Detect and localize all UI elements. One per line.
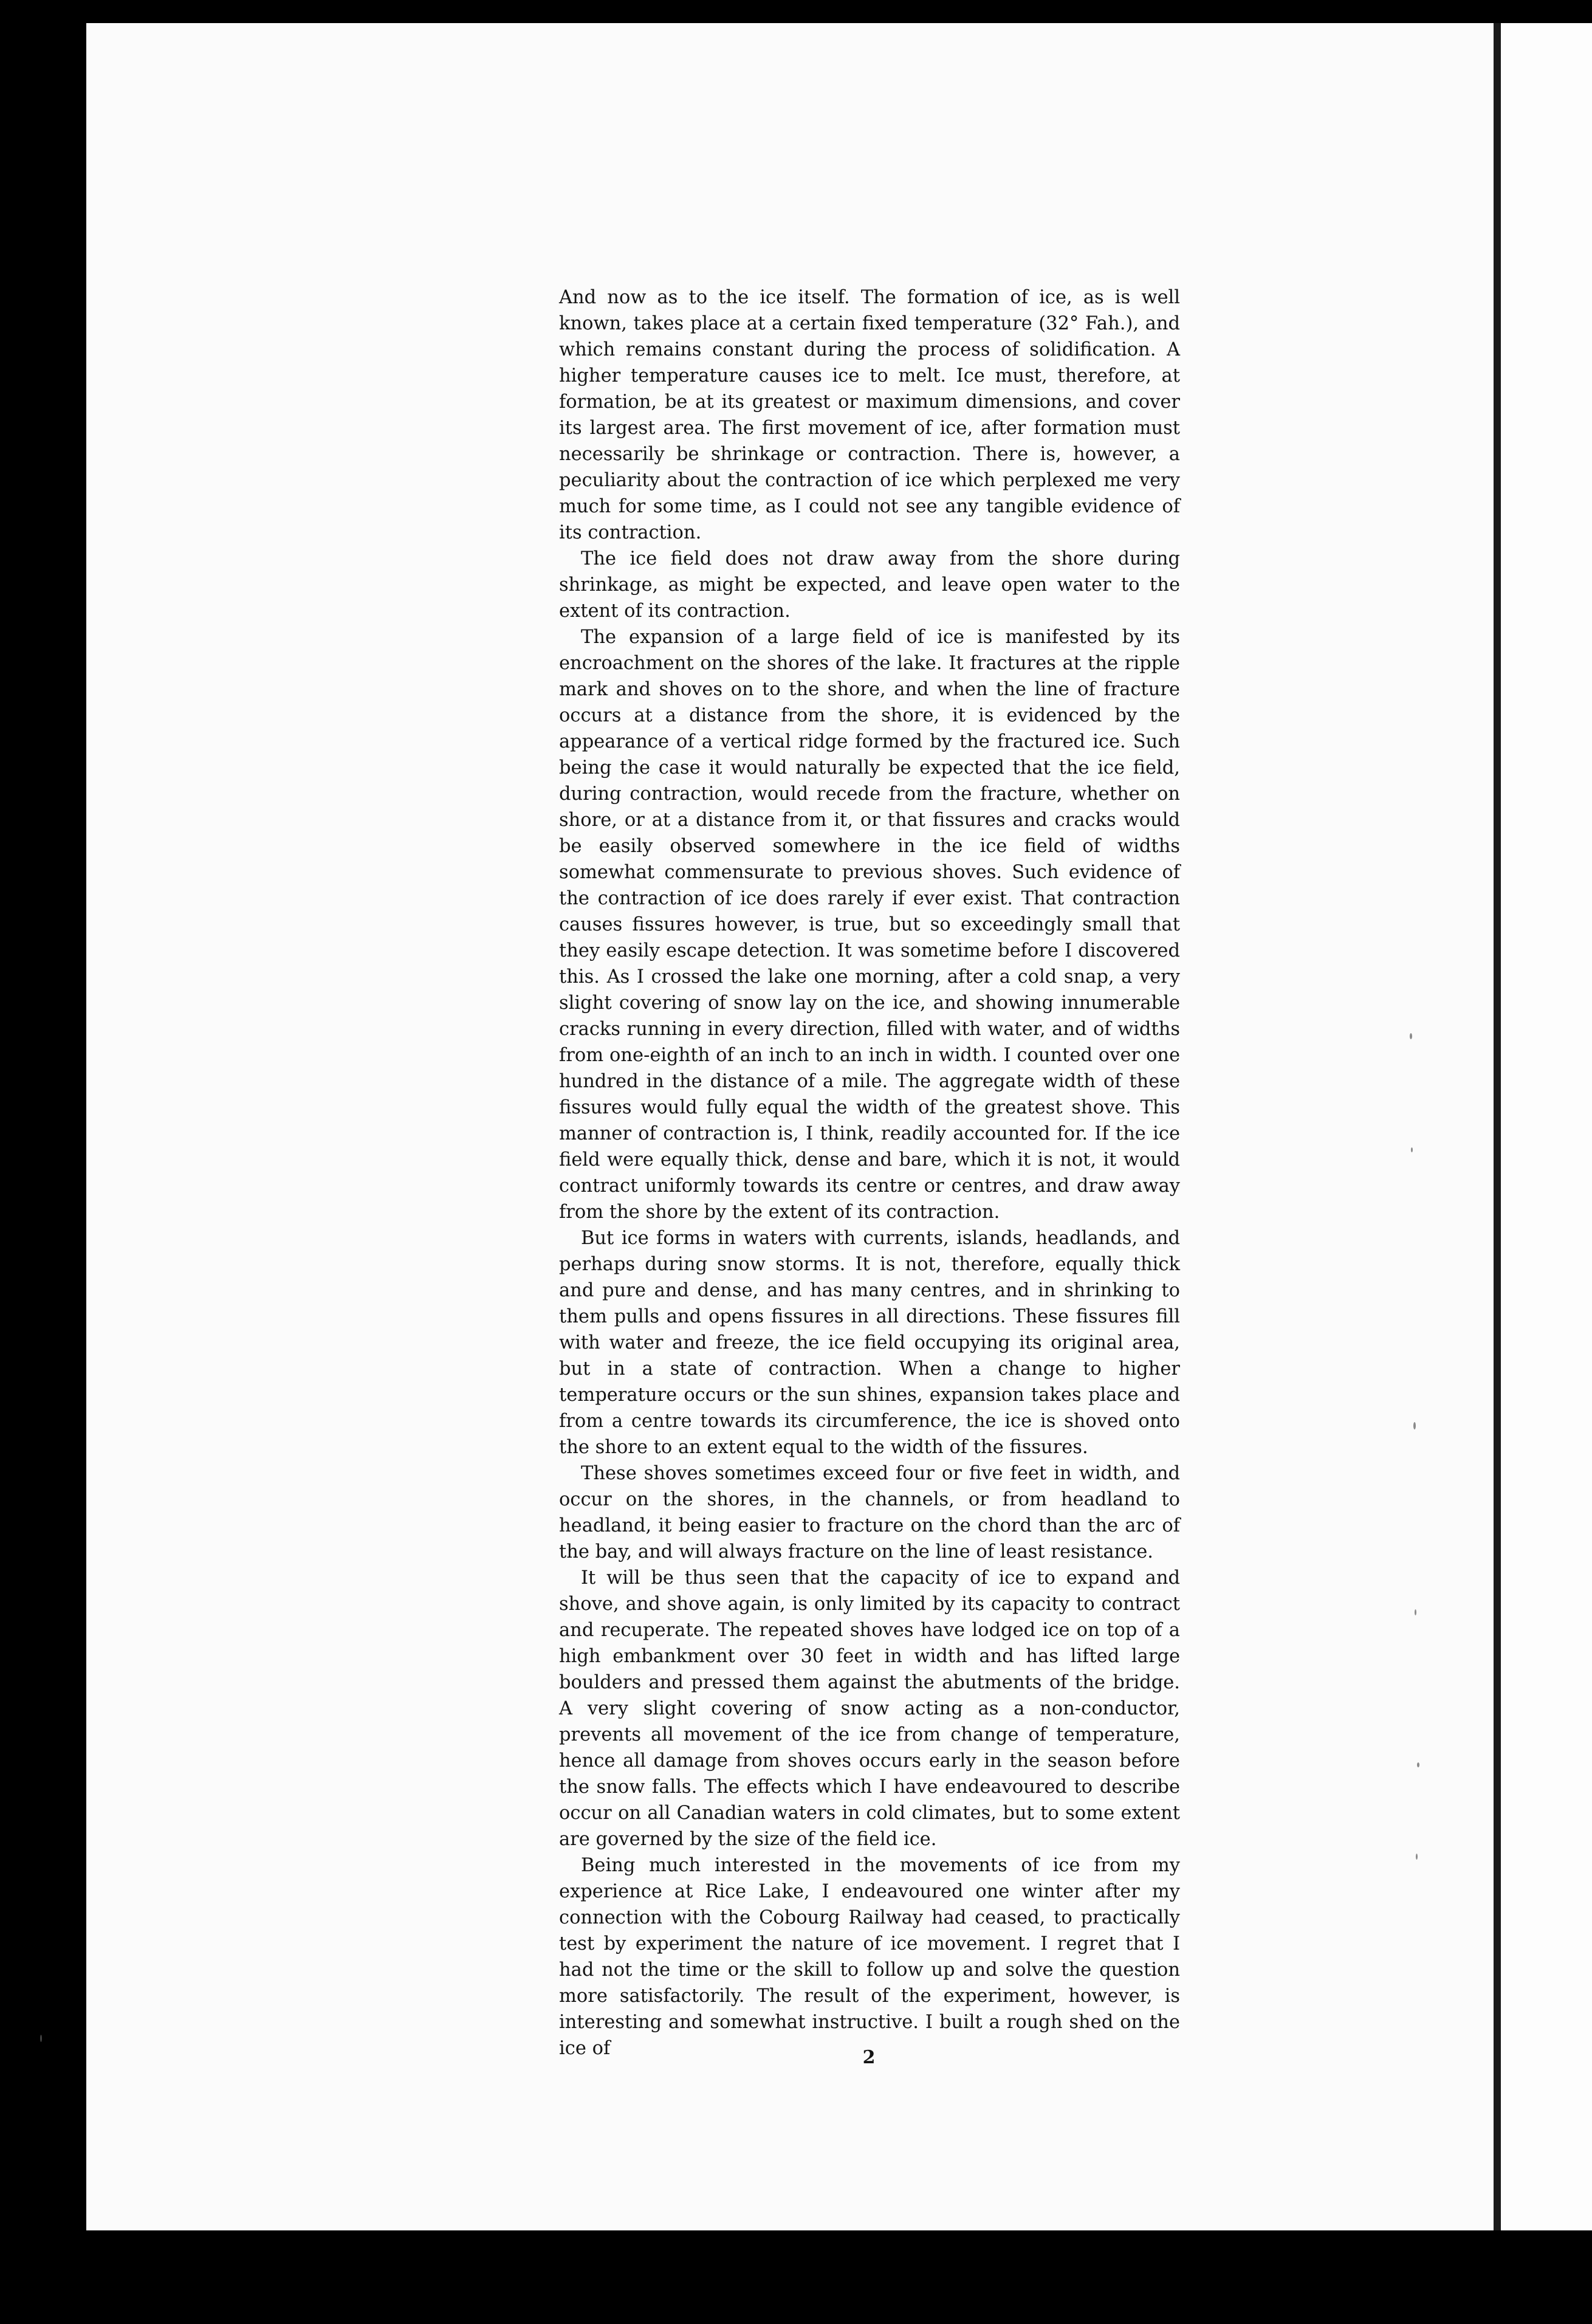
scan-speck (1410, 1033, 1412, 1039)
scan-speck (40, 2035, 42, 2042)
facing-page-margin (1501, 23, 1592, 2235)
body-text (559, 284, 1180, 2061)
scan-speck (1413, 1422, 1416, 1429)
paragraph: It will be thus seen that the capacity of ice to expand and shove, and shove again, is only limited by its capacity to contract and recuperate. The repeated shoves have lodged ice on top of a high embankment over 30 feet in width and has lifted large boulders and pressed them against the abutments of the bridge. A very slight covering of snow acting as a non-conductor, prevents all movement of the ice from change of temperature, hence all damage from shoves occurs early in the season before the snow falls. The effects which I have endeavoured to describe occur on all Canadian waters in cold climates, but to some extent are governed by the size of the field ice. (559, 1567, 1180, 1850)
paragraph: These shoves sometimes exceed four or five feet in width, and occur on the shores, in the channels, or from headland to headland, it being easier to fracture on the chord than the arc of the bay, and will always fracture on the line of least resistance. (559, 1463, 1180, 1563)
scan-speck (1411, 1147, 1413, 1152)
scan-speck (1417, 1762, 1419, 1767)
scan-speck (1416, 1854, 1418, 1860)
paragraph: But ice forms in waters with currents, islands, headlands, and perhaps during snow storms. It is not, therefore, equally thick and pure and dense, and has many centres, and in shrinking to them pulls and opens fissures in all directions. These fissures fill with water and freeze, the ice field occupying its original area, but in a state of contraction. When a change to higher temperature occurs or the sun shines, expansion takes place and from a centre towards its circumference, the ice is shoved onto the shore to an extent equal to the width of the fissures. (559, 1228, 1180, 1458)
page-edge-shadow (1494, 23, 1501, 2235)
paragraph: The expansion of a large field of ice is manifested by its encroachment on the shores of the lake. It fractures at the ripple mark and shoves on to the shore, and when the line of fracture occurs at a distance from the shore, it is evidenced by the appearance of a vertical ridge formed by the fractured ice. Such being the case it would naturally be expected that the ice field, during contraction, would recede from the fracture, whether on shore, or at a distance from it, or that fissures and cracks would be easily observed somewhere in the ice field of widths somewhat commensurate to previous shoves. Such evidence of the contraction of ice does rarely if ever exist. That contraction causes fissures however, is true, but so exceedingly small that they easily escape detection. It was sometime before I discovered this. As I crossed the lake one morning, after a cold snap, a very slight covering of snow lay on the ice, and showing innumerable cracks running in every direction, filled with water, and of widths from one-eighth of an inch to an inch in width. I counted over one hundred in the distance of a mile. The aggregate width of these fissures would fully equal the width of the greatest shove. This manner of contraction is, I think, readily accounted for. If the ice field were equally thick, dense and bare, which it is not, it would contract uniformly towards its centre or centres, and draw away from the shore by the extent of its contraction. (559, 627, 1180, 1223)
scan-border-bottom (0, 2230, 1592, 2324)
paragraph: The ice field does not draw away from the shore during shrinkage, as might be expected, and leave open water to the extent of its contraction. (559, 548, 1180, 622)
paragraph: Being much interested in the movements of ice from my experience at Rice Lake, I endeavoured one winter after my connection with the Cobourg Railway had ceased, to practically test by experiment the nature of ice movement. I regret that I had not the time or the skill to follow up and solve the question more satisfactorily. The result of the experiment, however, is interesting and somewhat instructive. I built a rough shed on the ice of (559, 1855, 1180, 2059)
page-number: 2 (862, 2047, 876, 2068)
scan-speck (1415, 1609, 1416, 1615)
paragraph: And now as to the ice itself. The formation of ice, as is well known, takes place at a certain fixed temperature (32° Fah.), and which remains constant during the process of solidification. A higher temperature causes ice to melt. Ice must, therefore, at formation, be at its greatest or maximum dimensions, and cover its largest area. The first movement of ice, after formation must necessarily be shrinkage or contraction. There is, however, a peculiarity about the contraction of ice which perplexed me very much for some time, as I could not see any tangible evidence of its contraction. (559, 287, 1180, 543)
